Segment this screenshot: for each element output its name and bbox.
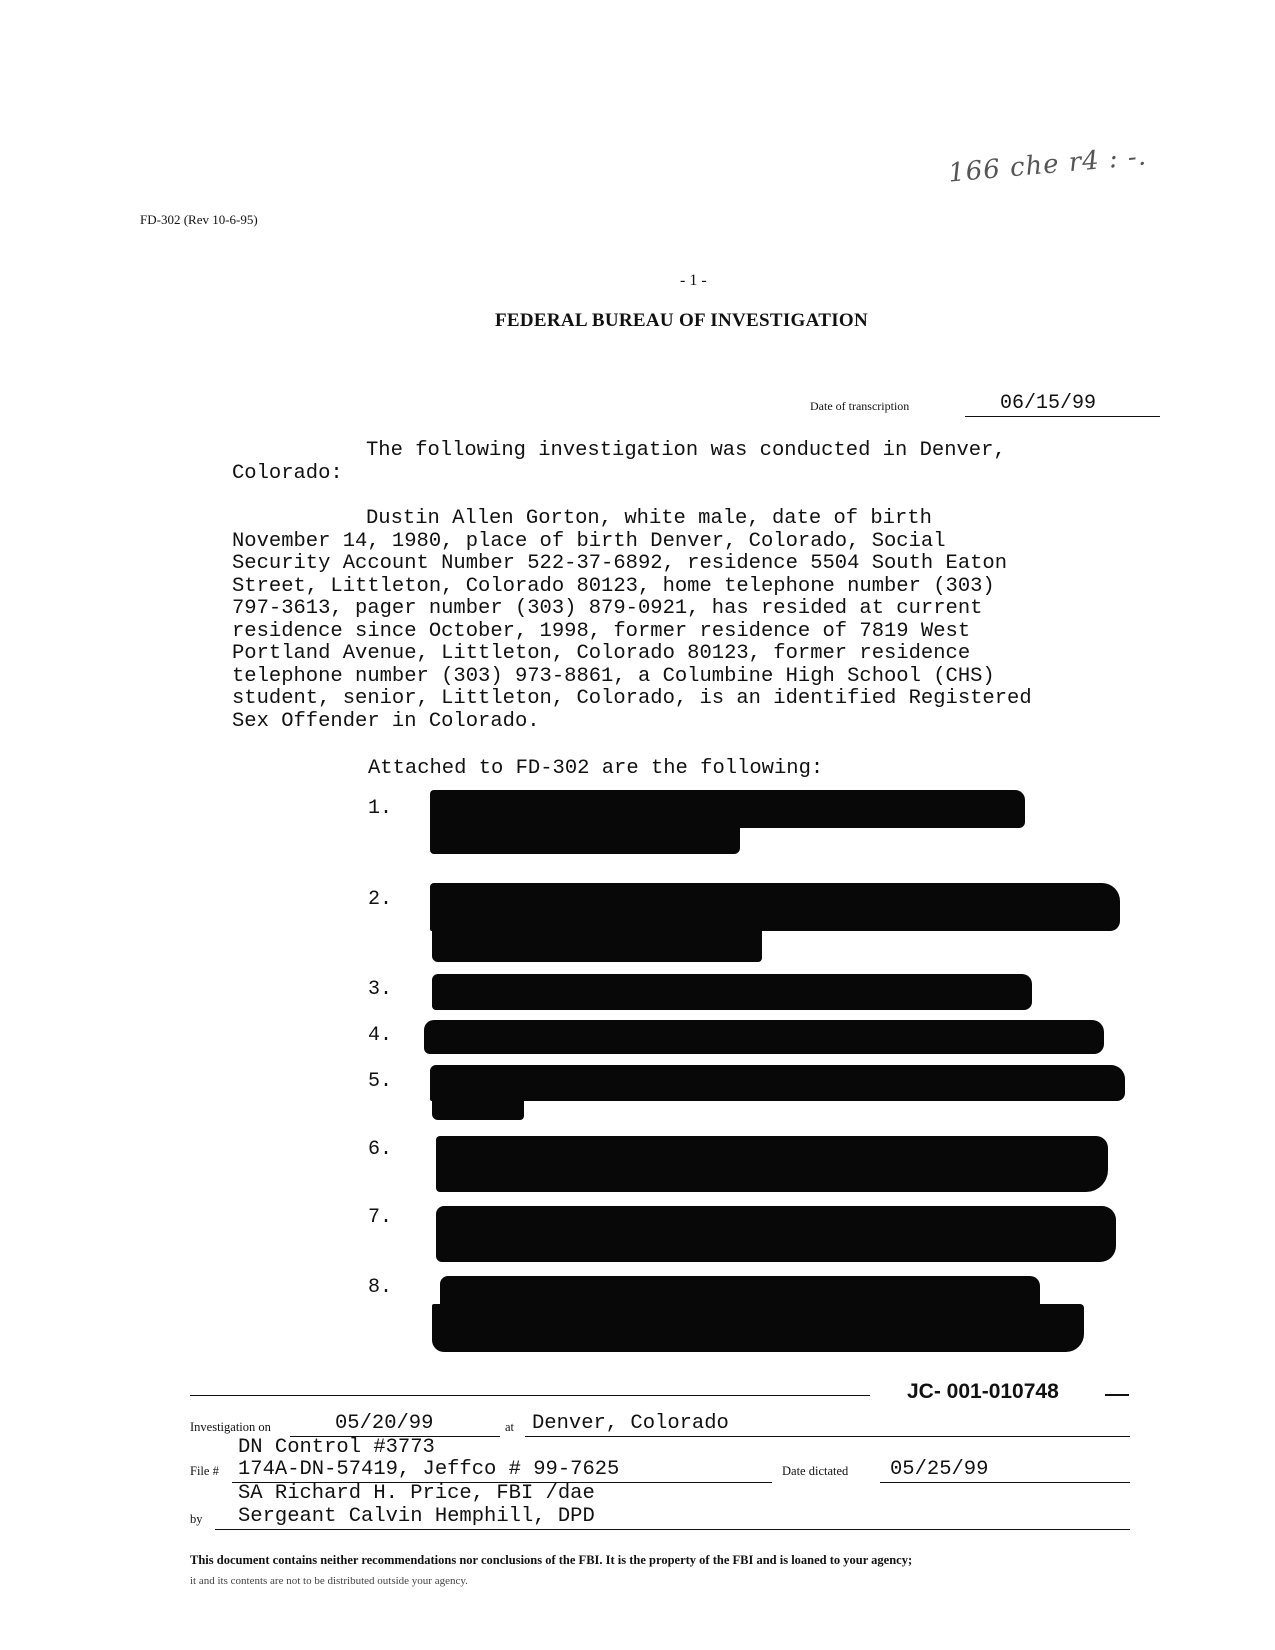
attachment-number: 5.: [368, 1070, 393, 1093]
bates-number: JC- 001-010748: [907, 1380, 1059, 1403]
page-number: - 1 -: [680, 272, 707, 289]
at-value: Denver, Colorado: [532, 1412, 729, 1435]
agency-title: FEDERAL BUREAU OF INVESTIGATION: [495, 310, 868, 331]
attachment-number: 6.: [368, 1138, 393, 1161]
attachments-heading: Attached to FD-302 are the following:: [368, 757, 824, 780]
intro-paragraph: The following investigation was conducted in Denver, Colorado:: [232, 439, 1006, 485]
officer-name: Sergeant Calvin Hemphill, DPD: [238, 1505, 595, 1528]
redaction-block: [430, 824, 740, 854]
control-number: DN Control #3773: [238, 1436, 435, 1459]
attachment-number: 8.: [368, 1276, 393, 1299]
redaction-block: [432, 928, 762, 962]
redaction-block: [436, 1206, 1116, 1262]
at-label: at: [505, 1420, 515, 1434]
attachment-number: 1.: [368, 797, 393, 820]
date-of-transcription-value: 06/15/99: [1000, 392, 1097, 415]
date-dictated-underline: [880, 1482, 1130, 1483]
file-number-value: 174A-DN-57419, Jeffco # 99-7625: [238, 1458, 620, 1481]
file-label: File #: [190, 1464, 219, 1478]
redaction-block: [430, 790, 1025, 828]
handwritten-note: 166 che r4 : -.: [947, 141, 1149, 189]
disclaimer-line-1: This document contains neither recommendations nor conclusions of the FBI. It is the property of the FBI and is loaned to your agency;: [190, 1553, 913, 1567]
date-dictated-value: 05/25/99: [890, 1458, 989, 1481]
at-underline: [525, 1436, 1130, 1437]
by-underline: [215, 1529, 1130, 1530]
redaction-block: [430, 883, 1120, 931]
agent-name: SA Richard H. Price, FBI /dae: [238, 1482, 595, 1505]
disclaimer-line-2: it and its contents are not to be distributed outside your agency.: [190, 1575, 468, 1587]
attachment-number: 2.: [368, 888, 393, 911]
attachment-number: 3.: [368, 978, 393, 1001]
investigation-on-value: 05/20/99: [335, 1412, 434, 1435]
attachment-number: 7.: [368, 1206, 393, 1229]
redaction-block: [424, 1020, 1104, 1054]
redaction-block: [430, 1065, 1125, 1101]
date-of-transcription-underline: [965, 416, 1160, 417]
redaction-block: [432, 1304, 1084, 1352]
redaction-block: [436, 1136, 1108, 1192]
date-of-transcription-label: Date of transcription: [810, 399, 910, 413]
investigation-on-label: Investigation on: [190, 1420, 271, 1434]
form-identifier: FD-302 (Rev 10-6-95): [140, 212, 258, 227]
by-label: by: [190, 1512, 203, 1526]
subject-paragraph: Dustin Allen Gorton, white male, date of birth November 14, 1980, place of birth Denver, Colorado, Social Security Account Number 522-37-6892, residence 5504 South Eaton Street, Littleton, Colorado 80123, home telephone number (303) 797-3613, pager number (303) 879-0921, has resided at current residence since October, 1998, former residence of 7819 West Portland Avenue, Littleton, Colorado 80123, former residence telephone number (303) 973-8861, a Columbine High School (CHS) student, senior, Littleton, Colorado, is an identified Registered Sex Offender in Colorado.: [232, 507, 1032, 733]
bates-dash: [1105, 1394, 1129, 1396]
date-dictated-label: Date dictated: [782, 1464, 849, 1478]
redaction-block: [432, 974, 1032, 1010]
attachment-number: 4.: [368, 1024, 393, 1047]
redaction-block: [432, 1096, 524, 1120]
section-separator: [190, 1395, 870, 1396]
